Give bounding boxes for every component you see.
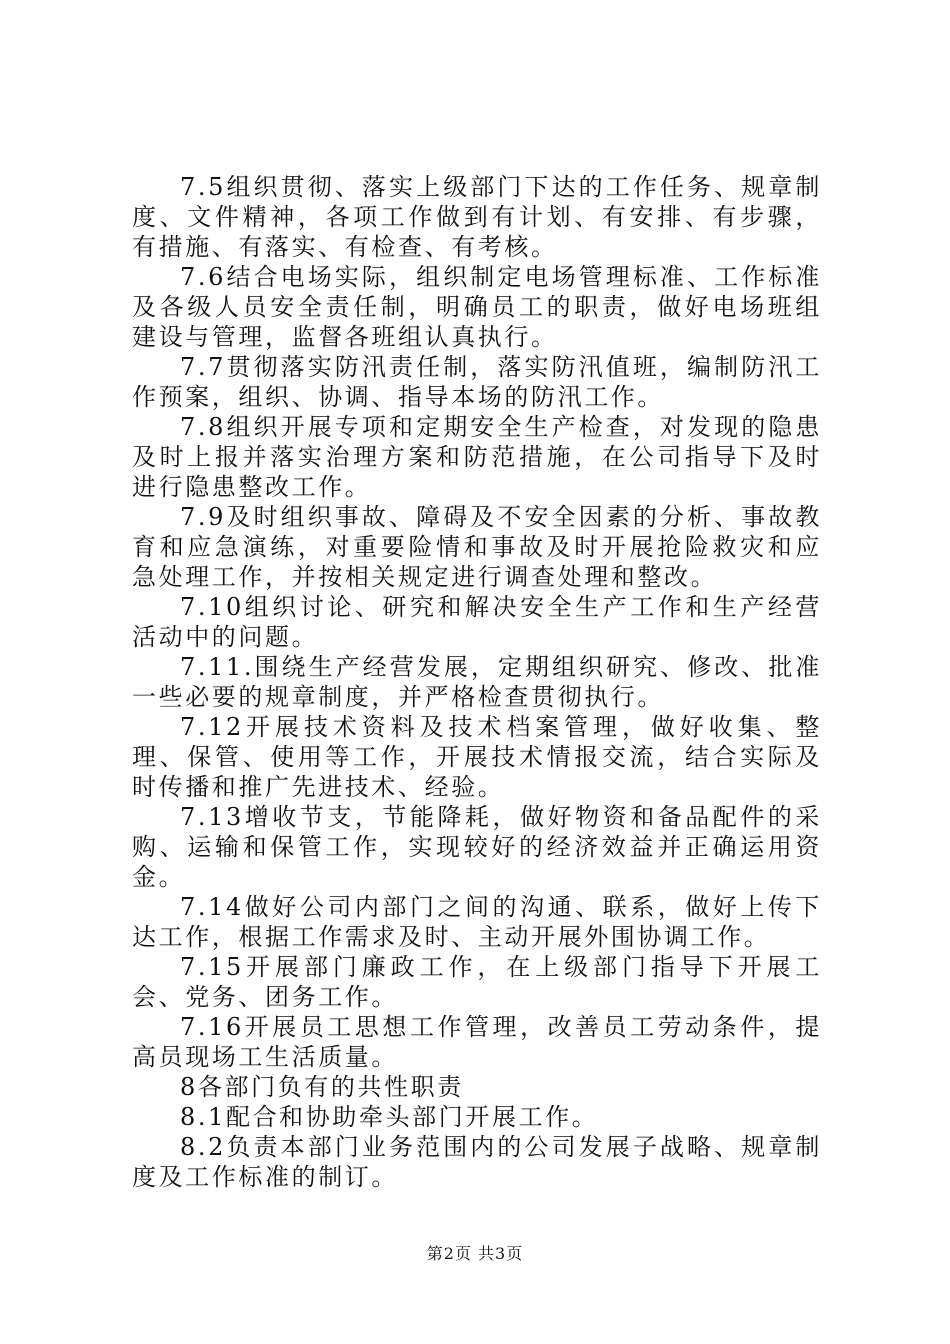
paragraph-7-12: 7.12开展技术资料及技术档案管理，做好收集、整理、保管、使用等工作，开展技术情报交流，结合实际及时传播和推广先进技术、经验。 xyxy=(132,713,822,801)
paragraph-7-11: 7.11.围绕生产经营发展，定期组织研究、修改、批准一些必要的规章制度，并严格检查贯彻执行。 xyxy=(132,653,822,711)
paragraph-7-14: 7.14做好公司内部门之间的沟通、联系，做好上传下达工作，根据工作需求及时、主动开展外围协调工作。 xyxy=(132,893,822,951)
paragraph-7-8: 7.8组织开展专项和定期安全生产检查，对发现的隐患及时上报并落实治理方案和防范措施，在公司指导下及时进行隐患整改工作。 xyxy=(132,413,822,501)
page-footer: 第2页 共3页 xyxy=(426,1244,524,1263)
document-body xyxy=(132,172,822,1192)
paragraph-7-10: 7.10组织讨论、研究和解决安全生产工作和生产经营活动中的问题。 xyxy=(132,593,822,651)
paragraph-7-16: 7.16开展员工思想工作管理，改善员工劳动条件，提高员现场工生活质量。 xyxy=(132,1013,822,1071)
paragraph-8-1: 8.1配合和协助牵头部门开展工作。 xyxy=(180,1103,599,1131)
paragraph-7-13: 7.13增收节支，节能降耗，做好物资和备品配件的采购、运输和保管工作，实现较好的经济效益并正确运用资金。 xyxy=(132,803,822,891)
paragraph-7-5: 7.5组织贯彻、落实上级部门下达的工作任务、规章制度、文件精神，各项工作做到有计划、有安排、有步骤，有措施、有落实、有检查、有考核。 xyxy=(132,173,822,261)
paragraph-7-7: 7.7贯彻落实防汛责任制，落实防汛值班，编制防汛工作预案，组织、协调、指导本场的防汛工作。 xyxy=(132,353,822,411)
paragraph-7-15: 7.15开展部门廉政工作，在上级部门指导下开展工会、党务、团务工作。 xyxy=(132,953,822,1011)
paragraph-8-2: 8.2负责本部门业务范围内的公司发展子战略、规章制度及工作标准的制订。 xyxy=(132,1133,822,1191)
paragraph-7-6: 7.6结合电场实际，组织制定电场管理标准、工作标准及各级人员安全责任制，明确员工的职责，做好电场班组建设与管理，监督各班组认真执行。 xyxy=(132,263,822,351)
paragraph-7-9: 7.9及时组织事故、障碍及不安全因素的分析、事故教育和应急演练，对重要险情和事故及时开展抢险救灾和应急处理工作，并按相关规定进行调查处理和整改。 xyxy=(132,503,822,591)
section-heading-8: 8各部门负有的共性职责 xyxy=(180,1073,464,1101)
